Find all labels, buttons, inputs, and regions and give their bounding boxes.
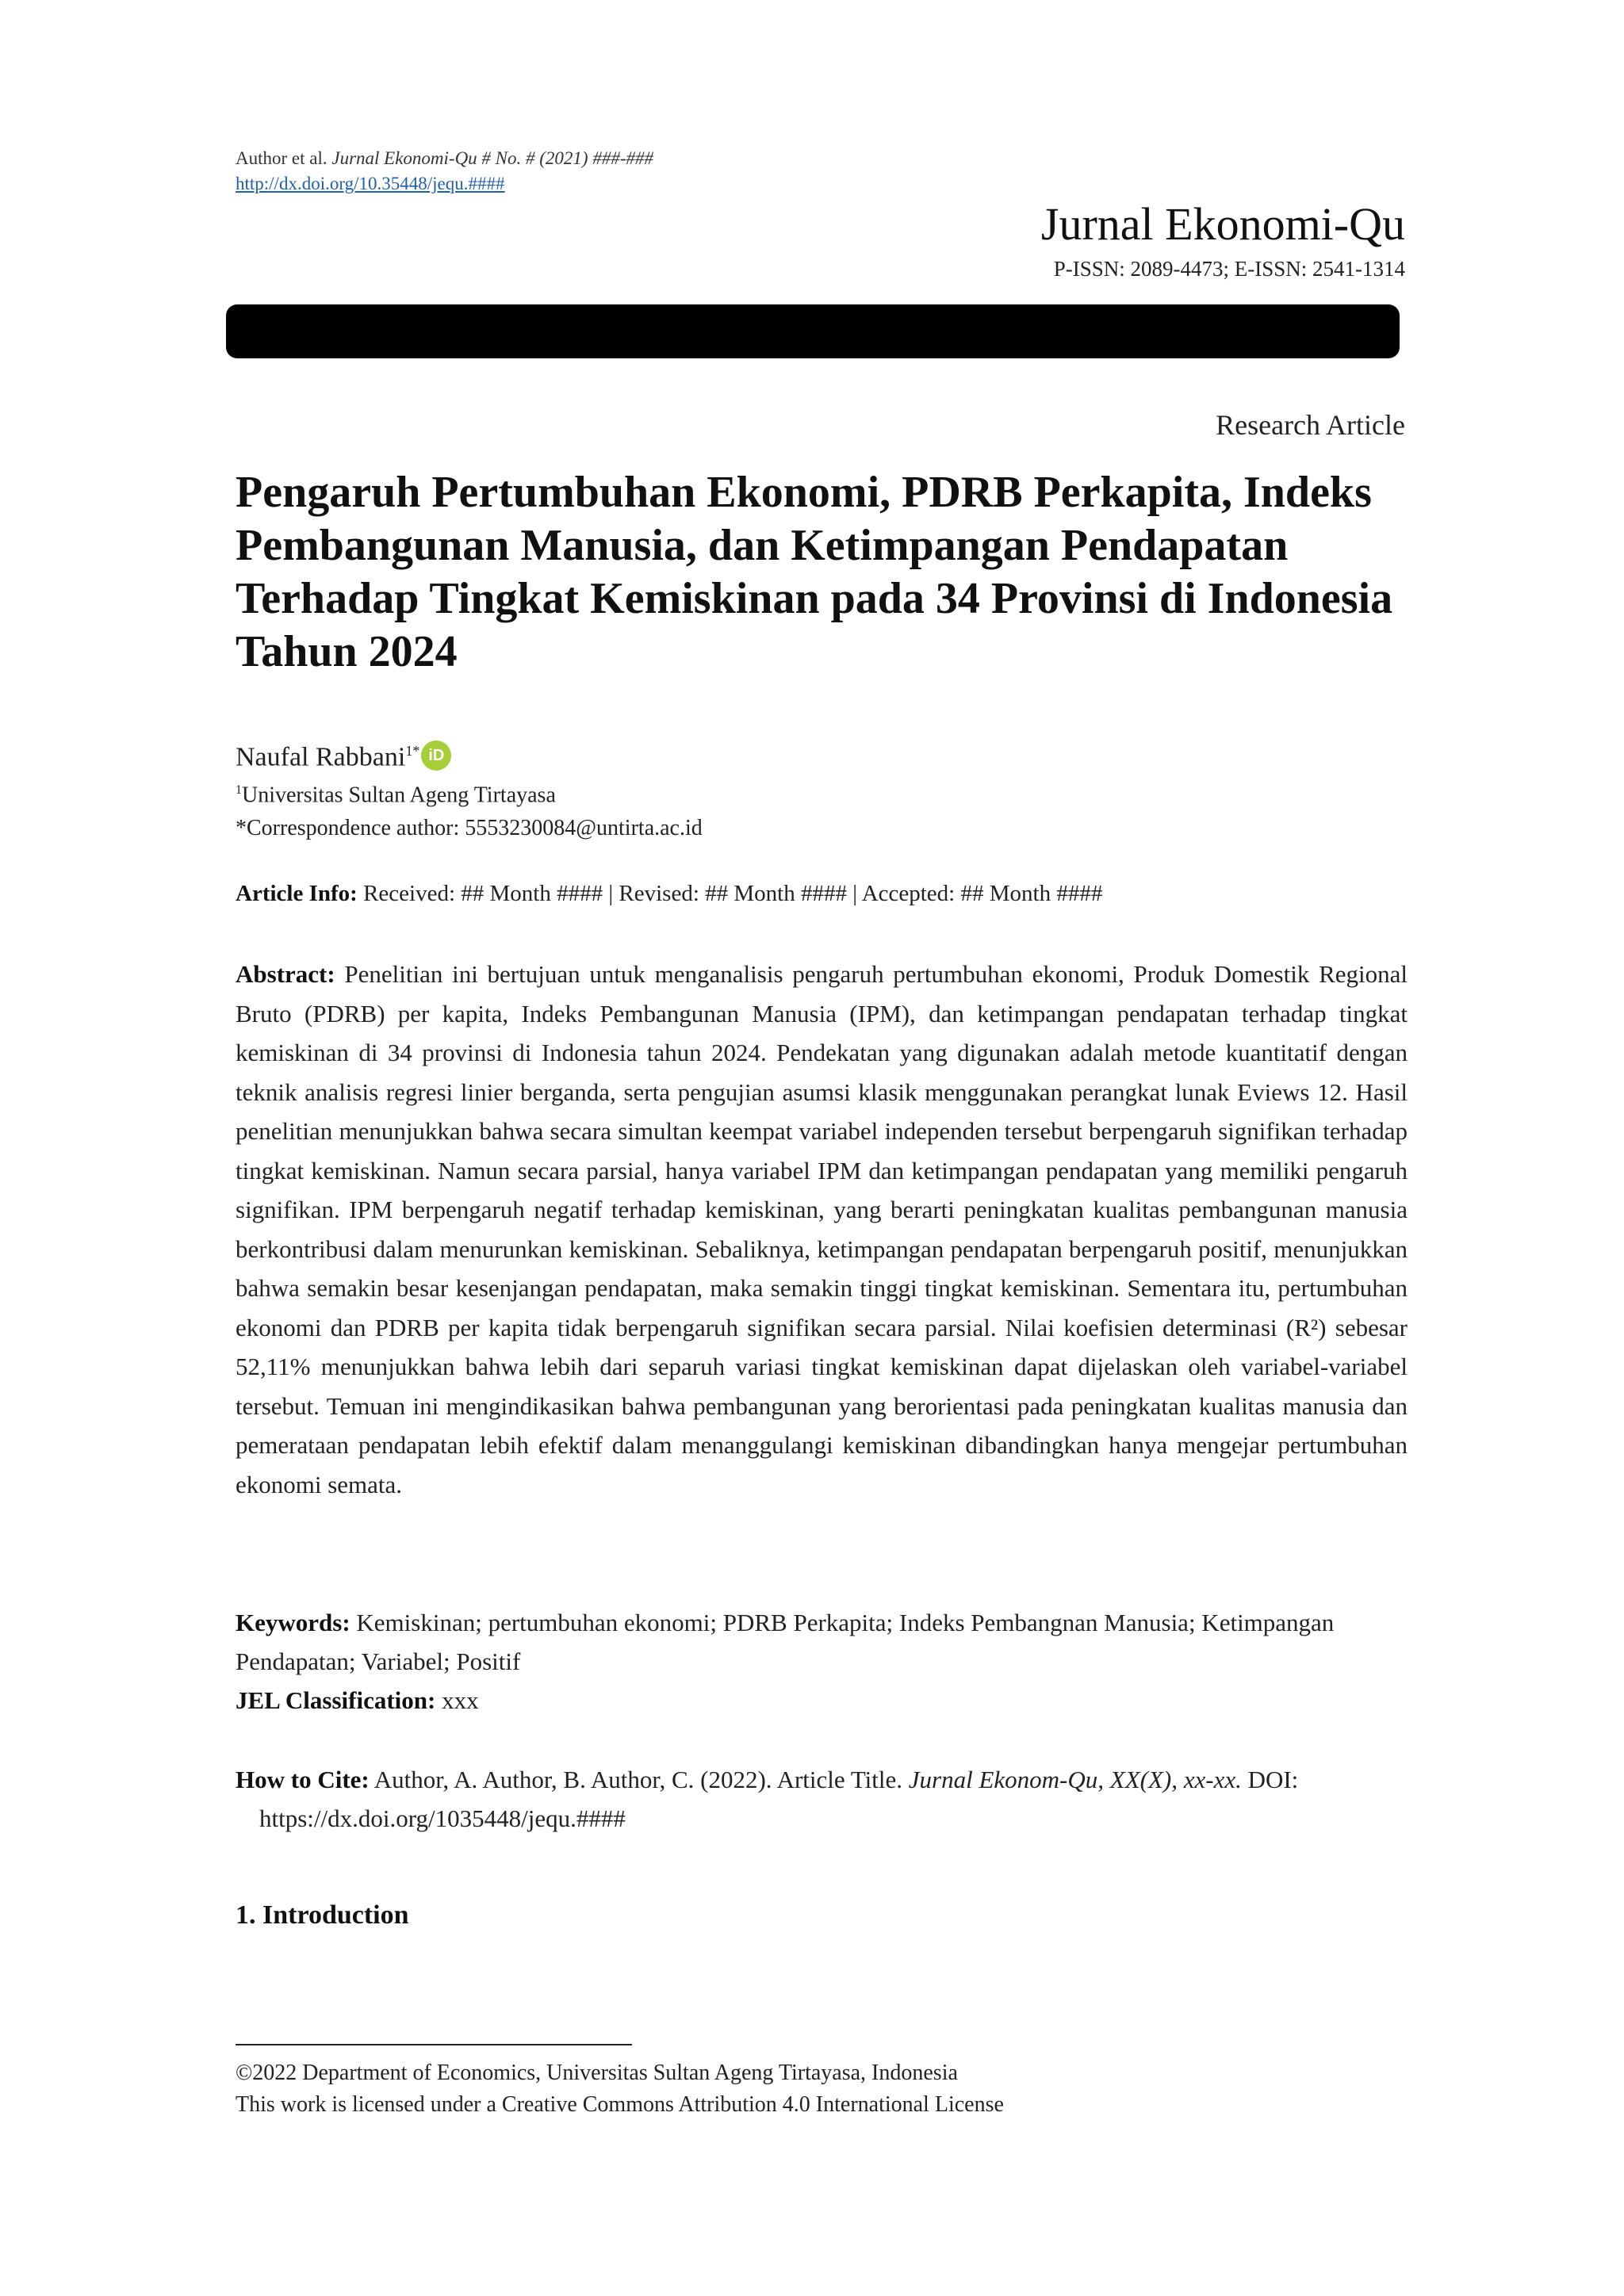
affiliation (236, 774, 703, 812)
cite-authors: Author, A. Author, B. Author, C. (2022). Article Title. (373, 1766, 903, 1793)
jel-text: xxx (442, 1686, 479, 1714)
cite-journal: Jurnal Ekonom-Qu, XX(X), xx-xx. (908, 1766, 1242, 1793)
section-heading: 1. Introduction (236, 1900, 409, 1930)
article-info (236, 878, 1102, 909)
article-type: Research Article (1216, 409, 1405, 441)
header-bar (226, 304, 1400, 358)
footnote (236, 2057, 1004, 2121)
running-journal: Jurnal Ekonomi-Qu # No. # (2021) ###-### (331, 148, 654, 168)
copyright-notice: ©2022 Department of Economics, Universitas Sultan Ageng Tirtayasa, Indonesia (236, 2061, 958, 2085)
running-author: Author et al. (236, 148, 327, 168)
license-notice: This work is licensed under a Creative Commons Attribution 4.0 International License (236, 2092, 1004, 2117)
article-info-dates: Received: ## Month #### | Revised: ## Month #### | Accepted: ## Month #### (363, 881, 1103, 906)
doi-link[interactable]: http://dx.doi.org/10.35448/jequ.#### (236, 174, 505, 193)
abstract (236, 955, 1408, 1504)
footnote-divider (236, 2044, 632, 2045)
jel-label: JEL Classification: (236, 1686, 436, 1714)
abstract-text: Penelitian ini bertujuan untuk menganalisis pengaruh pertumbuhan ekonomi, Produk Domestik Regional Bruto (PDRB) per kapita, Indeks Pembangunan Manusia (IPM), dan ketimpangan pendapatan terhadap tingkat kemiskinan di 34 provinsi di Indonesia tahun 2024. Pendekatan yang digunakan adalah metode kuantitatif dengan teknik analisis regresi linier berganda, serta pengujian asumsi klasik menggunakan perangkat lunak Eviews 12. Hasil penelitian menunjukkan bahwa secara simultan keempat variabel independen tersebut berpengaruh signifikan terhadap tingkat kemiskinan. Namun secara parsial, hanya variabel IPM dan ketimpangan pendapatan yang memiliki pengaruh signifikan. IPM berpengaruh negatif terhadap kemiskinan, yang berarti peningkatan kualitas pembangunan manusia berkontribusi dalam menurunkan kemiskinan. Sebaliknya, ketimpangan pendapatan berpengaruh positif, menunjukkan bahwa semakin besar kesenjangan pendapatan, maka semakin tinggi tingkat kemiskinan. Sementara itu, pertumbuhan ekonomi dan PDRB per kapita tidak berpengaruh signifikan secara parsial. Nilai koefisien determinasi (R²) sebesar 52,11% menunjukkan bahwa lebih dari separuh variasi tingkat kemiskinan dapat dijelaskan oleh variabel-variabel tersebut. Temuan ini mengindikasikan bahwa pembangunan yang berorientasi pada peningkatan kualitas manusia dan pemerataan pendapatan lebih efektif dalam menanggulangi kemiskinan dibandingkan hanya mengejar pertumbuhan ekonomi semata. (236, 960, 1408, 1498)
orcid-icon[interactable]: iD (421, 740, 451, 771)
running-header (236, 146, 653, 197)
how-to-cite (236, 1760, 1408, 1838)
article-info-label: Article Info: (236, 881, 358, 906)
abstract-label: Abstract: (236, 960, 335, 988)
author-superscript: 1* (405, 743, 420, 759)
author-line (236, 734, 451, 774)
how-to-cite-label: How to Cite: (236, 1766, 370, 1793)
journal-name: Jurnal Ekonomi-Qu (1040, 198, 1405, 250)
running-citation (236, 146, 653, 171)
correspondence: *Correspondence author: 5553230084@untirta.ac.id (236, 816, 703, 841)
article-title: Pengaruh Pertumbuhan Ekonomi, PDRB Perkapita, Indeks Pembangunan Manusia, dan Ketimpangan Pendapatan Terhadap Tingkat Kemiskinan pada 34 Provinsi di Indonesia Tahun 2024 (236, 468, 1393, 676)
journal-issn: P-ISSN: 2089-4473; E-ISSN: 2541-1314 (1053, 257, 1405, 281)
jel-classification (236, 1681, 1408, 1720)
keywords-block (236, 1603, 1408, 1720)
keywords-label: Keywords: (236, 1609, 350, 1636)
affiliation-block (236, 774, 703, 845)
affiliation-superscript: 1 (236, 783, 242, 797)
keywords (236, 1603, 1408, 1681)
keywords-text: Kemiskinan; pertumbuhan ekonomi; PDRB Perkapita; Indeks Pembangnan Manusia; Ketimpangan Pendapatan; Variabel; Positif (236, 1609, 1335, 1675)
author-name: Naufal Rabbani (236, 742, 406, 772)
cite-doi: DOI: https://dx.doi.org/1035448/jequ.#### (259, 1766, 1299, 1832)
affiliation-name: Universitas Sultan Ageng Tirtayasa (242, 783, 556, 808)
